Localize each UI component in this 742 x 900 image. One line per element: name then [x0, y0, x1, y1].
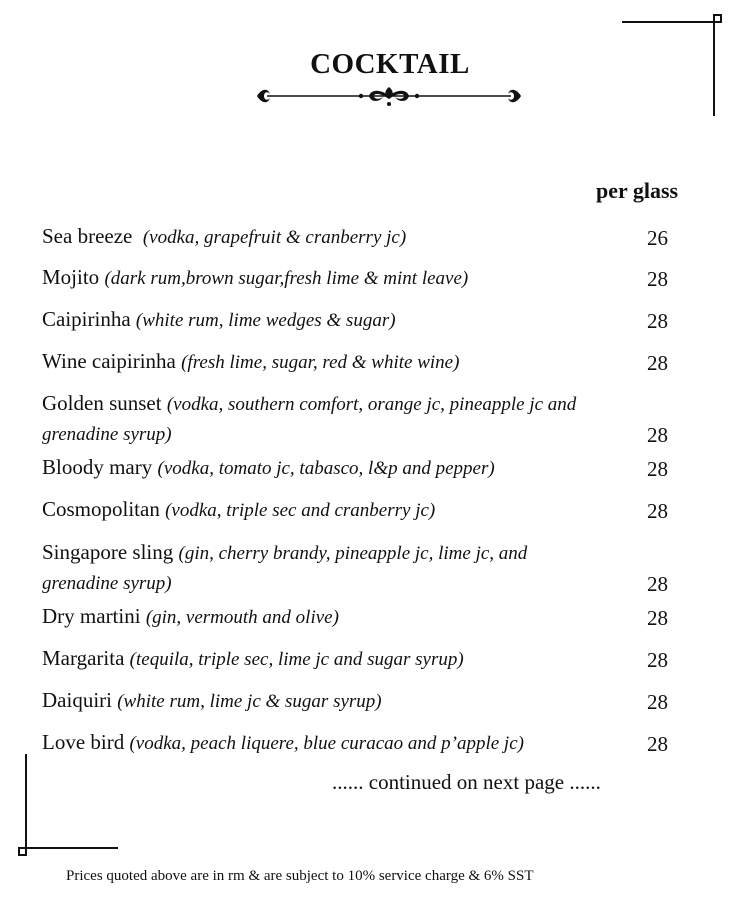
menu-item	[42, 602, 672, 632]
menu-item	[42, 453, 672, 483]
item-name: Caipirinha	[42, 307, 131, 331]
ornament-divider-icon	[253, 83, 525, 109]
item-description: (vodka, southern comfort, orange jc, pineapple jc and grenadine syrup)	[42, 394, 577, 445]
item-price: 28	[647, 732, 668, 756]
item-description: (gin, vermouth and olive)	[145, 607, 339, 628]
pricing-footnote: Prices quoted above are in rm & are subject to 10% service charge & 6% SST	[66, 868, 534, 884]
item-description: (white rum, lime jc & sugar syrup)	[117, 691, 382, 712]
item-description: (tequila, triple sec, lime jc and sugar syrup)	[129, 649, 464, 670]
item-price: 28	[647, 309, 668, 333]
item-description: (fresh lime, sugar, red & white wine)	[181, 352, 460, 373]
item-name: Daiquiri	[42, 688, 112, 712]
menu-item	[42, 347, 672, 377]
price-column-header: per glass	[596, 178, 679, 203]
item-description: (dark rum,brown sugar,fresh lime & mint leave)	[104, 268, 469, 289]
item-price: 28	[647, 572, 668, 596]
item-name: Bloody mary	[42, 455, 153, 479]
item-description: (white rum, lime wedges & sugar)	[135, 310, 396, 331]
item-name: Margarita	[42, 646, 125, 670]
item-price: 26	[647, 226, 668, 250]
menu-item	[42, 686, 672, 716]
item-name: Mojito	[42, 265, 100, 289]
item-description: (vodka, peach liquere, blue curacao and p’apple jc)	[129, 733, 524, 754]
menu-item	[42, 305, 672, 335]
item-name: Love bird	[42, 730, 125, 754]
item-price: 28	[647, 690, 668, 714]
menu-item	[42, 222, 672, 252]
menu-item	[42, 389, 672, 449]
corner-ornament-icon	[620, 12, 730, 122]
item-name: Sea breeze	[42, 224, 133, 248]
corner-ornament-icon	[10, 752, 120, 862]
item-description: (gin, cherry brandy, pineapple jc, lime jc, and grenadine syrup)	[42, 543, 528, 594]
item-price: 28	[647, 267, 668, 291]
menu-item	[42, 495, 672, 525]
item-price: 28	[647, 457, 668, 481]
item-price: 28	[647, 499, 668, 523]
menu-item	[42, 728, 672, 758]
menu-item	[42, 644, 672, 674]
item-price: 28	[647, 423, 668, 447]
menu-item	[42, 263, 672, 293]
item-description: (vodka, tomato jc, tabasco, l&p and pepper)	[157, 458, 495, 479]
item-name: Golden sunset	[42, 391, 162, 415]
item-name: Cosmopolitan	[42, 497, 160, 521]
item-name: Wine caipirinha	[42, 349, 176, 373]
continued-note: ...... continued on next page ......	[332, 770, 601, 794]
item-price: 28	[647, 606, 668, 630]
item-price: 28	[647, 648, 668, 672]
item-description: (vodka, grapefruit & cranberry jc)	[142, 227, 407, 248]
menu-item	[42, 538, 672, 598]
item-description: (vodka, triple sec and cranberry jc)	[165, 500, 436, 521]
item-name: Singapore sling	[42, 540, 174, 564]
item-name: Dry martini	[42, 604, 141, 628]
page-title: COCKTAIL	[310, 48, 470, 80]
item-price: 28	[647, 351, 668, 375]
